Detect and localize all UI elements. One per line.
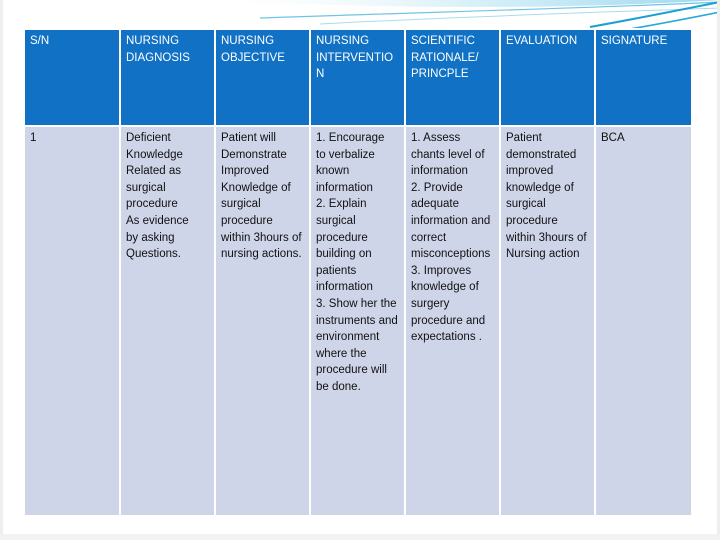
- cell-text-line: 1. Assess: [411, 132, 461, 144]
- cell-text-line: by asking: [126, 231, 175, 244]
- header-nursing-objective: [215, 29, 310, 126]
- cell-text-line: 1. Encourage: [316, 132, 385, 144]
- nursing-care-plan-table: [23, 28, 693, 517]
- cell-text-line: adequate: [411, 198, 459, 211]
- cell-text-line: Patient will: [221, 132, 276, 144]
- cell-text-line: Demonstrate: [221, 148, 287, 161]
- cell-text-line: procedure: [506, 214, 558, 227]
- header-text-line: N: [316, 68, 325, 81]
- header-sn: [24, 29, 120, 126]
- header-text-line: SCIENTIFIC: [411, 35, 475, 47]
- cell-nursing-intervention: [310, 126, 405, 516]
- cell-text-line: environment: [316, 331, 380, 344]
- cell-text-line: BCA: [601, 132, 625, 144]
- cell-text-line: surgical: [126, 181, 166, 194]
- cell-text-line: surgical: [316, 214, 356, 227]
- cell-text-line: Patient: [506, 132, 542, 144]
- cell-text-line: procedure: [126, 198, 178, 211]
- cell-text-line: demonstrated: [506, 148, 577, 161]
- cell-text-line: knowledge of: [506, 181, 574, 194]
- cell-text-line: 2. Provide: [411, 181, 463, 194]
- cell-text-line: instruments and: [316, 314, 398, 327]
- cell-text-line: where the: [316, 347, 367, 360]
- header-text-line: DIAGNOSIS: [126, 51, 190, 64]
- cell-scientific-rationale: [405, 126, 500, 516]
- cell-text-line: surgery: [411, 297, 450, 310]
- table-header-row: [24, 29, 692, 126]
- cell-text-line: Deficient: [126, 132, 171, 144]
- nursing-care-plan-table-container: [23, 28, 691, 517]
- cell-evaluation: [500, 126, 595, 516]
- cell-text-line: information: [316, 181, 373, 194]
- header-nursing-diagnosis: [120, 29, 215, 126]
- cell-text-line: correct: [411, 231, 447, 244]
- header-text-line: NURSING: [126, 35, 180, 47]
- cell-text-line: to verbalize: [316, 148, 375, 161]
- cell-text-line: known: [316, 165, 350, 178]
- cell-text-line: 2. Explain: [316, 198, 367, 211]
- header-sn-text: S/N: [30, 35, 50, 47]
- cell-text-line: be done.: [316, 380, 361, 393]
- cell-text-line: 3. Improves: [411, 264, 472, 277]
- cell-text-line: nursing actions.: [221, 248, 302, 261]
- cell-text-line: patients: [316, 264, 357, 277]
- cell-text-line: information: [411, 165, 468, 178]
- cell-text-line: information and: [411, 214, 491, 227]
- header-evaluation: [500, 29, 595, 126]
- header-text-line: OBJECTIVE: [221, 51, 285, 64]
- cell-text-line: procedure: [316, 231, 368, 244]
- cell-text-line: within 3hours of: [221, 231, 302, 244]
- cell-text-line: Related as: [126, 165, 181, 178]
- cell-text-line: knowledge of: [411, 281, 479, 294]
- cell-nursing-diagnosis: [120, 126, 215, 516]
- cell-text-line: misconceptions: [411, 248, 491, 261]
- cell-text-line: improved: [506, 165, 554, 178]
- header-scientific-rationale: [405, 29, 500, 126]
- cell-text-line: building on: [316, 248, 372, 261]
- cell-text-line: 3. Show her the: [316, 297, 397, 310]
- cell-text-line: 1: [30, 132, 37, 144]
- cell-text-line: Knowledge of: [221, 181, 291, 194]
- cell-text-line: expectations .: [411, 331, 482, 344]
- header-nursing-intervention: [310, 29, 405, 126]
- header-text-line: SIGNATURE: [601, 35, 668, 47]
- cell-signature: [595, 126, 692, 516]
- cell-text-line: Knowledge: [126, 148, 183, 161]
- header-text-line: EVALUATION: [506, 35, 578, 47]
- cell-sn: [24, 126, 120, 516]
- header-signature: [595, 29, 692, 126]
- cell-nursing-objective: [215, 126, 310, 516]
- top-wave-decoration: [180, 0, 720, 29]
- header-text-line: RATIONALE/: [411, 51, 479, 64]
- header-text-line: PRINCPLE: [411, 68, 469, 81]
- cell-text-line: Improved: [221, 165, 269, 178]
- cell-text-line: surgical: [506, 198, 546, 211]
- header-text-line: INTERVENTIO: [316, 51, 394, 64]
- cell-text-line: within 3hours of: [506, 231, 587, 244]
- header-text-line: NURSING: [316, 35, 370, 47]
- cell-text-line: information: [316, 281, 373, 294]
- cell-text-line: procedure will: [316, 364, 387, 377]
- cell-text-line: Questions.: [126, 248, 181, 261]
- cell-text-line: surgical: [221, 198, 261, 211]
- cell-text-line: As evidence: [126, 214, 189, 227]
- cell-text-line: procedure and: [411, 314, 486, 327]
- header-text-line: NURSING: [221, 35, 275, 47]
- table-row: [24, 126, 692, 516]
- cell-text-line: procedure: [221, 214, 273, 227]
- cell-text-line: chants level of: [411, 148, 485, 161]
- cell-text-line: Nursing action: [506, 248, 580, 261]
